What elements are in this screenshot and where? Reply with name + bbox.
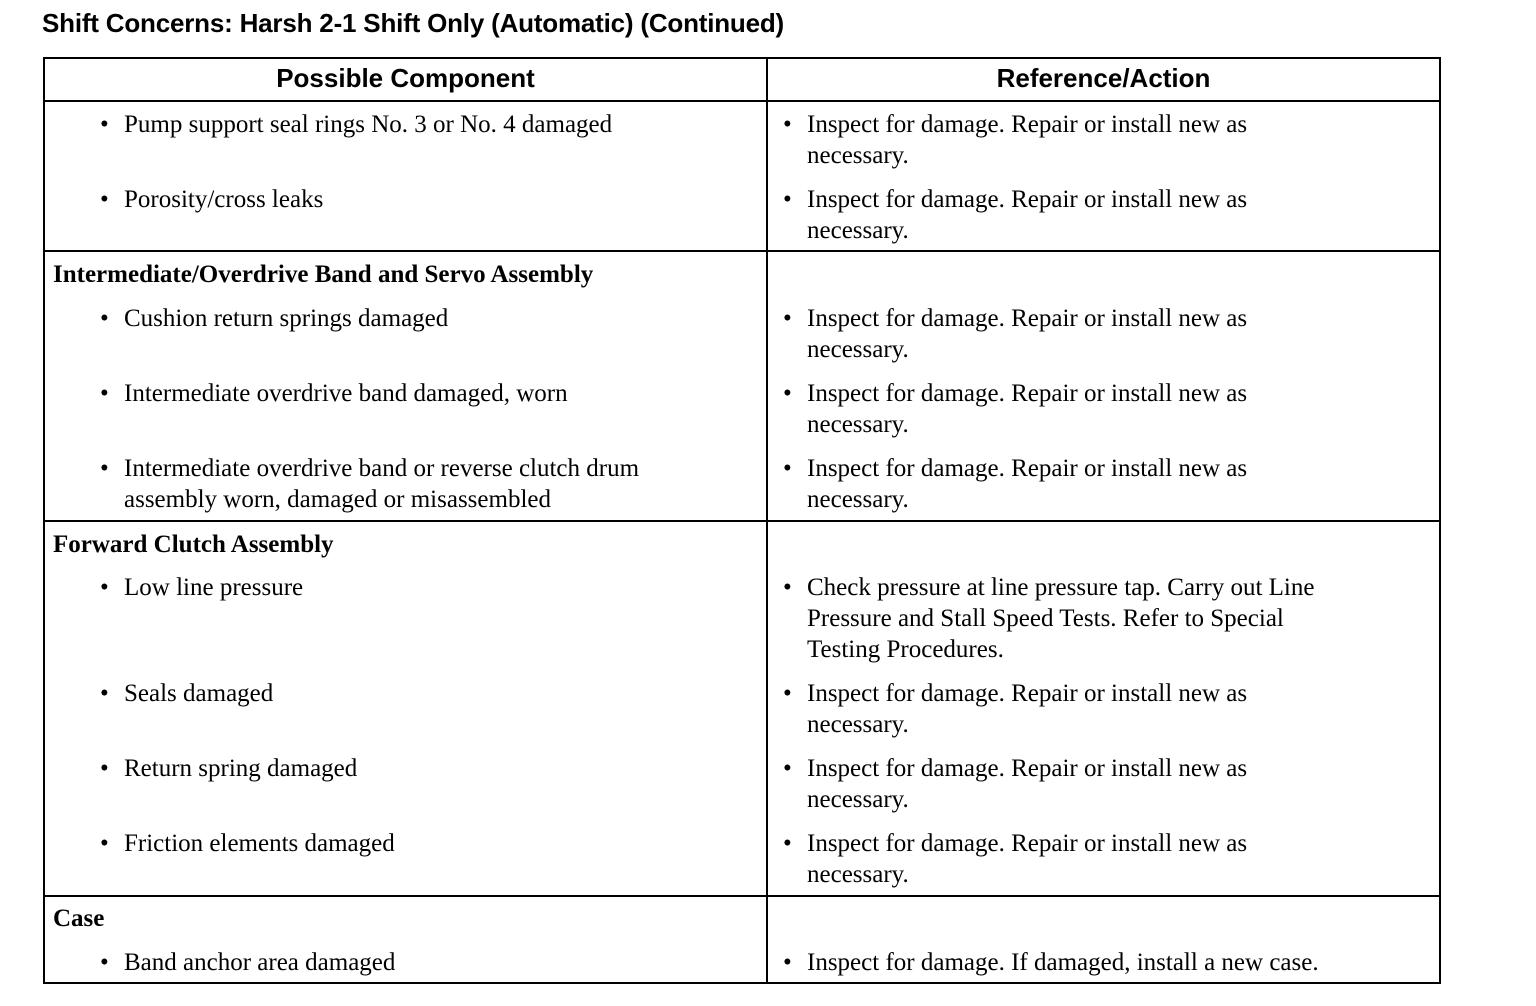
bullet-icon: • <box>783 111 792 138</box>
bullet-icon: • <box>783 755 792 782</box>
section-title: Intermediate/Overdrive Band and Servo Assembly <box>53 261 594 288</box>
section-divider <box>45 895 1439 897</box>
action-item <box>783 378 1248 440</box>
action-text: Testing Procedures. <box>807 636 1004 663</box>
action-item <box>783 678 1248 740</box>
component-text: Intermediate overdrive band damaged, worn <box>124 380 568 407</box>
component-text: Porosity/cross leaks <box>124 186 324 213</box>
component-text: Cushion return springs damaged <box>124 305 449 332</box>
component-text: Pump support seal rings No. 3 or No. 4 damaged <box>124 111 613 138</box>
action-text: Inspect for damage. Repair or install new as <box>807 680 1248 707</box>
section-title: Forward Clutch Assembly <box>53 531 334 558</box>
component-item <box>100 453 640 515</box>
action-text: Inspect for damage. If damaged, install a new case. <box>807 949 1319 976</box>
component-item <box>100 678 274 709</box>
bullet-icon: • <box>783 380 792 407</box>
action-item <box>783 303 1248 365</box>
header-divider <box>45 100 1439 102</box>
component-item <box>100 378 568 409</box>
action-text: Inspect for damage. Repair or install new as <box>807 111 1248 138</box>
bullet-icon: • <box>783 830 792 857</box>
action-item <box>783 109 1248 171</box>
action-item <box>783 184 1248 246</box>
component-item <box>100 184 324 215</box>
action-text: Pressure and Stall Speed Tests. Refer to Special <box>807 605 1284 632</box>
page-title: Shift Concerns: Harsh 2-1 Shift Only (Automatic) (Continued) <box>42 8 785 38</box>
action-text: Inspect for damage. Repair or install new as <box>807 755 1248 782</box>
action-text: necessary. <box>807 411 909 438</box>
action-text: Inspect for damage. Repair or install new as <box>807 380 1248 407</box>
component-item <box>100 947 396 978</box>
bullet-icon: • <box>100 830 109 857</box>
bullet-icon: • <box>100 380 109 407</box>
action-text: necessary. <box>807 486 909 513</box>
component-item <box>100 828 395 859</box>
action-text: Inspect for damage. Repair or install new as <box>807 830 1248 857</box>
component-text: Return spring damaged <box>124 755 358 782</box>
action-item <box>783 572 1315 665</box>
component-item <box>100 753 358 784</box>
column-header-action: Reference/Action <box>996 63 1211 93</box>
bullet-icon: • <box>783 305 792 332</box>
action-item <box>783 753 1248 815</box>
component-text: assembly worn, damaged or misassembled <box>124 486 551 513</box>
action-text: Inspect for damage. Repair or install new as <box>807 305 1248 332</box>
bullet-icon: • <box>100 455 109 482</box>
action-text: Inspect for damage. Repair or install new as <box>807 186 1248 213</box>
action-item <box>783 828 1248 890</box>
bullet-icon: • <box>783 455 792 482</box>
action-text: necessary. <box>807 711 909 738</box>
action-text: necessary. <box>807 861 909 888</box>
action-item <box>783 453 1248 515</box>
component-item <box>100 572 304 603</box>
action-text: necessary. <box>807 142 909 169</box>
action-text: Inspect for damage. Repair or install new as <box>807 455 1248 482</box>
component-text: Low line pressure <box>124 574 304 601</box>
component-text: Friction elements damaged <box>124 830 395 857</box>
section-divider <box>45 250 1439 252</box>
bullet-icon: • <box>783 949 792 976</box>
bullet-icon: • <box>100 305 109 332</box>
bullet-icon: • <box>100 680 109 707</box>
component-item <box>100 303 449 334</box>
action-text: necessary. <box>807 786 909 813</box>
troubleshooting-table <box>43 57 1441 984</box>
action-text: necessary. <box>807 217 909 244</box>
bullet-icon: • <box>783 574 792 601</box>
action-text: necessary. <box>807 336 909 363</box>
component-text: Band anchor area damaged <box>124 949 396 976</box>
component-item <box>100 109 613 140</box>
bullet-icon: • <box>783 186 792 213</box>
bullet-icon: • <box>100 111 109 138</box>
bullet-icon: • <box>100 755 109 782</box>
column-header-component: Possible Component <box>276 63 535 93</box>
component-text: Seals damaged <box>124 680 274 707</box>
bullet-icon: • <box>783 680 792 707</box>
component-text: Intermediate overdrive band or reverse clutch drum <box>124 455 640 482</box>
section-title: Case <box>53 905 105 932</box>
action-item <box>783 947 1319 978</box>
bullet-icon: • <box>100 949 109 976</box>
action-text: Check pressure at line pressure tap. Carry out Line <box>807 574 1315 601</box>
bullet-icon: • <box>100 186 109 213</box>
section-divider <box>45 520 1439 522</box>
bullet-icon: • <box>100 574 109 601</box>
